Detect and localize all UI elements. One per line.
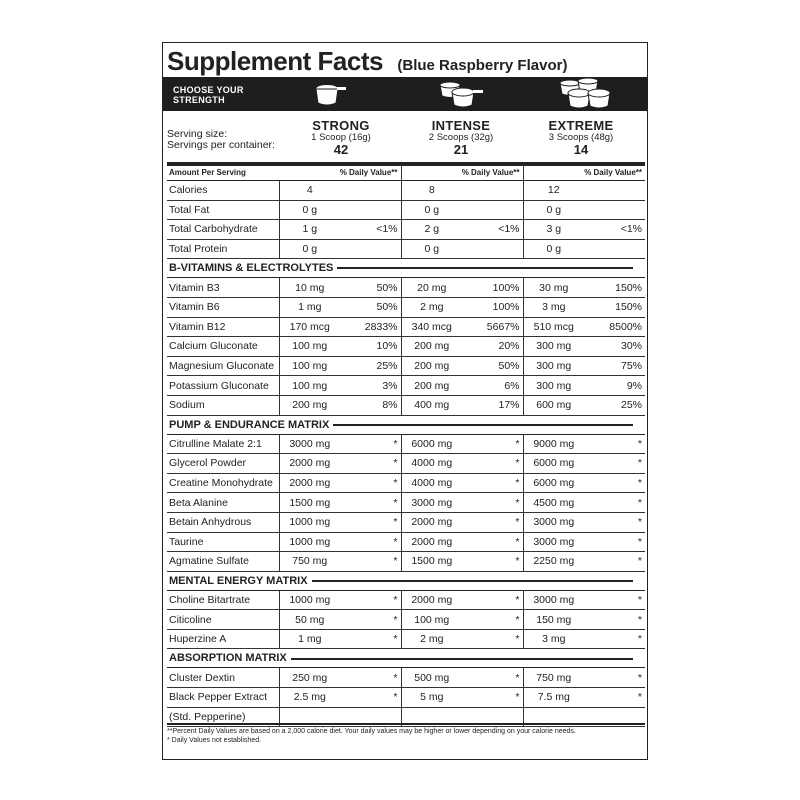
table-row	[167, 610, 645, 630]
nutrient-name: Citrulline Malate 2:1	[167, 434, 279, 454]
table-row	[167, 239, 645, 259]
amount-cell: 2 g	[401, 220, 462, 240]
amount-cell: 1500 mg	[279, 493, 340, 513]
daily-value-cell: *	[340, 532, 401, 552]
nutrient-name: Black Pepper Extract	[167, 688, 279, 708]
daily-value-cell: *	[584, 434, 645, 454]
amount-cell: 200 mg	[401, 337, 462, 357]
footnotes	[167, 727, 645, 745]
table-row	[167, 668, 645, 688]
amount-cell: 0 g	[401, 200, 462, 220]
daily-value-cell: *	[340, 512, 401, 532]
table-row	[167, 278, 645, 298]
table-header-row	[167, 166, 645, 181]
facts-table	[167, 166, 645, 727]
table-row	[167, 454, 645, 474]
daily-value-cell: *	[340, 434, 401, 454]
table-row	[167, 376, 645, 396]
amount-cell: 5 mg	[401, 688, 462, 708]
daily-value-cell: 8%	[340, 395, 401, 415]
nutrient-name: Betain Anhydrous	[167, 512, 279, 532]
daily-value-cell: *	[340, 590, 401, 610]
daily-value-cell: *	[584, 512, 645, 532]
daily-value-cell: *	[584, 454, 645, 474]
amount-cell: 1 g	[279, 220, 340, 240]
daily-value-cell: 150%	[584, 297, 645, 317]
daily-value-cell: *	[584, 688, 645, 708]
nutrient-name: Cluster Dextin	[167, 668, 279, 688]
daily-value-cell	[340, 200, 401, 220]
table-row	[167, 590, 645, 610]
amount-cell: 100 mg	[279, 376, 340, 396]
column-serving-size: 1 Scoop (16g)	[311, 132, 371, 143]
daily-value-cell: *	[340, 688, 401, 708]
nutrient-name: Agmatine Sulfate	[167, 552, 279, 572]
daily-value-cell: 17%	[462, 395, 523, 415]
nutrient-name: Potassium Gluconate	[167, 376, 279, 396]
daily-value-cell: 50%	[340, 297, 401, 317]
daily-value-cell: *	[584, 629, 645, 649]
column-serving-size: 2 Scoops (32g)	[428, 132, 494, 143]
flavor-label: (Blue Raspberry Flavor)	[397, 57, 568, 74]
daily-value-cell: 25%	[584, 395, 645, 415]
table-row	[167, 473, 645, 493]
daily-value-cell: *	[584, 668, 645, 688]
amount-cell: 200 mg	[279, 395, 340, 415]
section-title: B-VITAMINS & ELECTROLYTES	[169, 262, 334, 275]
amount-cell: 1000 mg	[279, 532, 340, 552]
table-row	[167, 395, 645, 415]
nutrient-name: Taurine	[167, 532, 279, 552]
daily-value-cell: 50%	[462, 356, 523, 376]
daily-value-cell: 9%	[584, 376, 645, 396]
daily-value-cell: *	[462, 454, 523, 474]
amount-cell: 1 mg	[279, 297, 340, 317]
table-row	[167, 337, 645, 357]
two-scoops-icon	[438, 79, 488, 109]
nutrient-name: Huperzine A	[167, 629, 279, 649]
daily-value-cell: *	[462, 610, 523, 630]
daily-value-cell	[584, 181, 645, 201]
section-header-row	[167, 415, 645, 434]
daily-value-cell: *	[462, 532, 523, 552]
table-row	[167, 181, 645, 201]
daily-value-cell: *	[340, 473, 401, 493]
daily-value-cell: *	[462, 512, 523, 532]
amount-cell: 4500 mg	[523, 493, 584, 513]
amount-cell: 0 g	[523, 239, 584, 259]
amount-cell: 2000 mg	[279, 454, 340, 474]
daily-value-cell: *	[462, 688, 523, 708]
footnote-daily-values: **Percent Daily Values are based on a 2,000 calorie diet. Your daily values may be higher or lower depending on your calorie needs.	[167, 728, 576, 735]
amount-cell: 300 mg	[523, 376, 584, 396]
column-name: STRONG	[312, 118, 370, 133]
amount-cell: 2250 mg	[523, 552, 584, 572]
daily-value-cell: *	[462, 434, 523, 454]
amount-per-serving-header: Amount Per Serving	[167, 166, 279, 181]
daily-value-cell: *	[584, 610, 645, 630]
daily-value-cell: 100%	[462, 278, 523, 298]
amount-cell: 6000 mg	[523, 454, 584, 474]
daily-value-cell: *	[584, 493, 645, 513]
daily-value-cell: *	[584, 552, 645, 572]
amount-cell: 2000 mg	[279, 473, 340, 493]
amount-cell: 510 mcg	[523, 317, 584, 337]
daily-value-cell	[462, 200, 523, 220]
daily-value-cell: 20%	[462, 337, 523, 357]
daily-value-header: % Daily Value**	[523, 166, 645, 181]
amount-cell: 2 mg	[401, 297, 462, 317]
section-rule	[312, 580, 633, 582]
section-header-row	[167, 571, 645, 590]
amount-cell: 3000 mg	[279, 434, 340, 454]
daily-value-cell: 2833%	[340, 317, 401, 337]
amount-cell: 10 mg	[279, 278, 340, 298]
daily-value-cell: 8500%	[584, 317, 645, 337]
nutrient-name: Citicoline	[167, 610, 279, 630]
table-row	[167, 200, 645, 220]
amount-cell: 250 mg	[279, 668, 340, 688]
daily-value-cell: *	[462, 552, 523, 572]
three-scoops-icon	[558, 78, 618, 110]
daily-value-cell: 150%	[584, 278, 645, 298]
daily-value-cell	[584, 200, 645, 220]
nutrient-name: Calcium Gluconate	[167, 337, 279, 357]
daily-value-cell: *	[462, 629, 523, 649]
footnote-not-established: * Daily Values not established.	[167, 737, 262, 744]
amount-cell: 600 mg	[523, 395, 584, 415]
column-extreme	[521, 119, 641, 156]
amount-cell: 50 mg	[279, 610, 340, 630]
amount-cell: 170 mcg	[279, 317, 340, 337]
daily-value-cell: 3%	[340, 376, 401, 396]
nutrient-name: Vitamin B6	[167, 297, 279, 317]
daily-value-cell: <1%	[462, 220, 523, 240]
amount-cell: 2 mg	[401, 629, 462, 649]
amount-cell: 4000 mg	[401, 454, 462, 474]
daily-value-header: % Daily Value**	[401, 166, 523, 181]
nutrient-name: Vitamin B12	[167, 317, 279, 337]
nutrient-name: Glycerol Powder	[167, 454, 279, 474]
table-row	[167, 512, 645, 532]
amount-cell: 100 mg	[401, 610, 462, 630]
daily-value-cell: 10%	[340, 337, 401, 357]
amount-cell: 20 mg	[401, 278, 462, 298]
column-servings-count: 14	[573, 142, 589, 157]
daily-value-cell: <1%	[584, 220, 645, 240]
daily-value-cell: *	[340, 454, 401, 474]
amount-cell: 4000 mg	[401, 473, 462, 493]
nutrient-name: Creatine Monohydrate	[167, 473, 279, 493]
amount-cell: 3000 mg	[523, 512, 584, 532]
daily-value-cell: *	[462, 668, 523, 688]
amount-cell: 0 g	[523, 200, 584, 220]
serving-labels	[167, 129, 275, 151]
daily-value-cell: 5667%	[462, 317, 523, 337]
amount-cell: 2.5 mg	[279, 688, 340, 708]
daily-value-cell: *	[584, 473, 645, 493]
daily-value-cell	[462, 181, 523, 201]
strength-banner	[163, 77, 648, 111]
nutrient-name: Magnesium Gluconate	[167, 356, 279, 376]
serving-header	[163, 117, 648, 163]
daily-value-cell: 50%	[340, 278, 401, 298]
daily-value-cell: 30%	[584, 337, 645, 357]
daily-value-cell: *	[340, 668, 401, 688]
amount-cell: 7.5 mg	[523, 688, 584, 708]
amount-cell: 2000 mg	[401, 532, 462, 552]
amount-cell: 100 mg	[279, 337, 340, 357]
table-row	[167, 434, 645, 454]
amount-cell: 4	[279, 181, 340, 201]
column-strong	[281, 119, 401, 156]
column-servings-count: 42	[333, 142, 349, 157]
amount-cell: 1500 mg	[401, 552, 462, 572]
daily-value-cell: *	[584, 590, 645, 610]
footnote-rule	[167, 723, 645, 725]
column-serving-size: 3 Scoops (48g)	[548, 132, 614, 143]
amount-cell: 200 mg	[401, 376, 462, 396]
daily-value-cell	[340, 181, 401, 201]
table-row	[167, 552, 645, 572]
column-intense	[401, 119, 521, 156]
table-row	[167, 317, 645, 337]
amount-cell: 1000 mg	[279, 590, 340, 610]
amount-cell: 150 mg	[523, 610, 584, 630]
table-row	[167, 297, 645, 317]
section-rule	[291, 658, 633, 660]
table-row	[167, 220, 645, 240]
nutrient-name: Calories	[167, 181, 279, 201]
daily-value-cell: 6%	[462, 376, 523, 396]
amount-cell: 6000 mg	[523, 473, 584, 493]
table-row	[167, 629, 645, 649]
amount-cell: 2000 mg	[401, 512, 462, 532]
amount-cell: 0 g	[401, 239, 462, 259]
column-name: INTENSE	[431, 118, 491, 133]
nutrient-name: Choline Bitartrate	[167, 590, 279, 610]
daily-value-cell: *	[340, 629, 401, 649]
amount-cell: 0 g	[279, 239, 340, 259]
amount-cell: 8	[401, 181, 462, 201]
daily-value-cell: 25%	[340, 356, 401, 376]
daily-value-cell: *	[462, 493, 523, 513]
table-row	[167, 532, 645, 552]
daily-value-cell: <1%	[340, 220, 401, 240]
daily-value-cell	[462, 239, 523, 259]
section-title: MENTAL ENERGY MATRIX	[169, 574, 308, 587]
amount-cell: 300 mg	[523, 337, 584, 357]
daily-value-header: % Daily Value**	[279, 166, 401, 181]
daily-value-cell	[340, 239, 401, 259]
amount-cell: 3 g	[523, 220, 584, 240]
column-servings-count: 21	[453, 142, 469, 157]
banner-line-1: CHOOSE YOUR	[173, 85, 244, 95]
section-rule	[337, 267, 633, 269]
daily-value-cell: *	[340, 610, 401, 630]
nutrient-name: (Std. Pepperine)	[167, 707, 279, 727]
amount-cell: 3 mg	[523, 297, 584, 317]
amount-cell: 2000 mg	[401, 590, 462, 610]
section-rule	[333, 424, 633, 426]
amount-cell: 30 mg	[523, 278, 584, 298]
daily-value-cell: *	[462, 590, 523, 610]
servings-per-container-label: Servings per container:	[167, 139, 275, 151]
amount-cell: 9000 mg	[523, 434, 584, 454]
nutrient-name: Total Protein	[167, 239, 279, 259]
nutrient-name: Vitamin B3	[167, 278, 279, 298]
section-title: PUMP & ENDURANCE MATRIX	[169, 418, 330, 431]
daily-value-cell: 100%	[462, 297, 523, 317]
serving-size-label: Serving size:	[167, 128, 228, 140]
amount-cell: 100 mg	[279, 356, 340, 376]
table-row	[167, 493, 645, 513]
amount-cell: 400 mg	[401, 395, 462, 415]
amount-cell: 200 mg	[401, 356, 462, 376]
one-scoop-icon	[313, 81, 347, 107]
daily-value-cell: *	[340, 552, 401, 572]
amount-cell: 3000 mg	[523, 590, 584, 610]
nutrient-name: Total Fat	[167, 200, 279, 220]
daily-value-cell: 75%	[584, 356, 645, 376]
amount-cell: 300 mg	[523, 356, 584, 376]
table-row	[167, 688, 645, 708]
amount-cell: 1000 mg	[279, 512, 340, 532]
amount-cell: 1 mg	[279, 629, 340, 649]
daily-value-cell	[584, 239, 645, 259]
amount-cell: 0 g	[279, 200, 340, 220]
section-header-row	[167, 259, 645, 278]
nutrient-name: Beta Alanine	[167, 493, 279, 513]
title-row	[167, 46, 567, 77]
amount-cell: 3000 mg	[523, 532, 584, 552]
section-title: ABSORPTION MATRIX	[169, 652, 287, 665]
nutrient-name: Sodium	[167, 395, 279, 415]
nutrient-name: Total Carbohydrate	[167, 220, 279, 240]
section-header-row	[167, 649, 645, 668]
daily-value-cell: *	[340, 493, 401, 513]
amount-cell: 6000 mg	[401, 434, 462, 454]
column-name: EXTREME	[548, 118, 614, 133]
supplement-facts-panel	[162, 42, 648, 760]
amount-cell: 500 mg	[401, 668, 462, 688]
amount-cell: 340 mcg	[401, 317, 462, 337]
amount-cell: 750 mg	[523, 668, 584, 688]
amount-cell: 750 mg	[279, 552, 340, 572]
amount-cell: 12	[523, 181, 584, 201]
banner-label	[173, 85, 244, 105]
panel-title: Supplement Facts	[167, 46, 383, 76]
banner-line-2: STRENGTH	[173, 95, 225, 105]
amount-cell: 3 mg	[523, 629, 584, 649]
amount-cell: 3000 mg	[401, 493, 462, 513]
table-row	[167, 356, 645, 376]
daily-value-cell: *	[584, 532, 645, 552]
daily-value-cell: *	[462, 473, 523, 493]
